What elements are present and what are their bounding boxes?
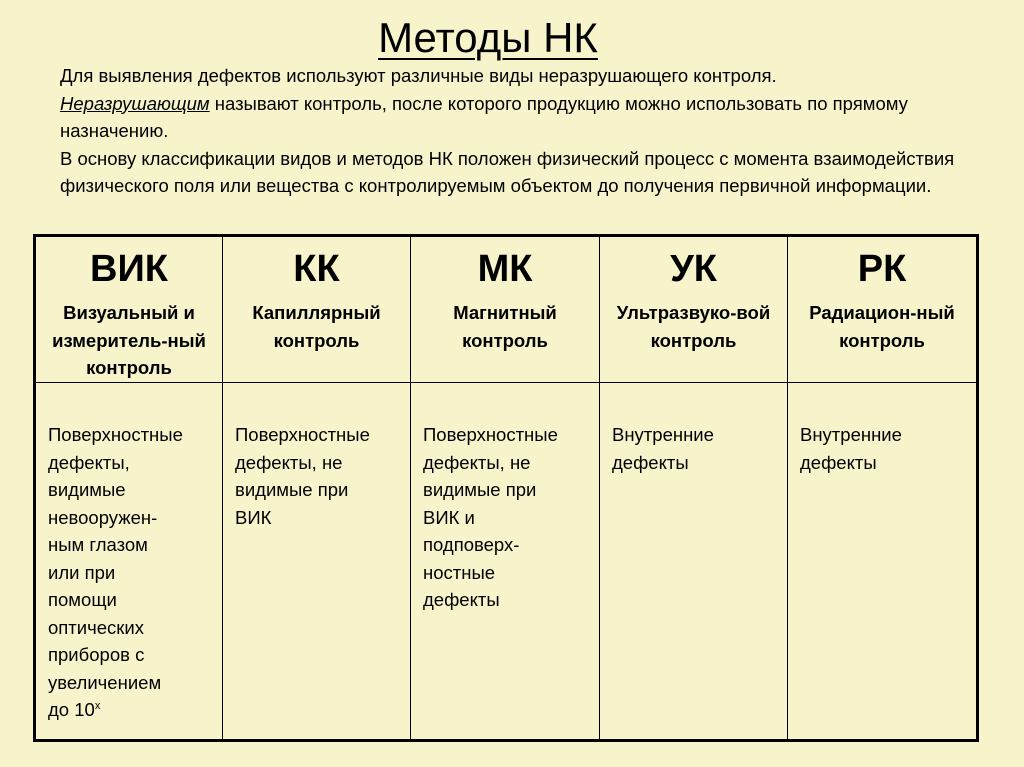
defects-text: Поверхностные дефекты, не видимые при ВИК <box>235 424 370 528</box>
definition-paragraph <box>60 90 960 145</box>
table-row <box>35 383 978 741</box>
table-header-row <box>35 236 978 383</box>
method-name: Капиллярный контроль <box>252 302 381 351</box>
page-title: Методы НК <box>378 14 598 61</box>
defects-text: Поверхностные дефекты, видимые невооружен- ным глазом или при помощи оптических приборов с увеличением до 10 <box>48 424 183 720</box>
classification-paragraph: В основу классификации видов и методов НК положен физический процесс с момента взаимодействия физического поля или вещества с контролируемым объектом до получения первичной информации. <box>60 147 955 196</box>
method-abbr: ВИК <box>90 248 168 290</box>
defects-text: Поверхностные дефекты, не видимые при ВИК и подповерх- ностные дефекты <box>423 424 558 610</box>
method-defects-vik <box>35 383 223 741</box>
term-nondestructive: Неразрушающим <box>60 92 210 114</box>
method-header-vik <box>35 236 223 383</box>
method-name: Ультразвуко-вой контроль <box>616 302 771 351</box>
method-defects-uk <box>600 383 788 741</box>
method-defects-mk <box>411 383 600 741</box>
defects-text: Внутренние дефекты <box>800 424 902 473</box>
method-abbr: КК <box>293 248 340 290</box>
intro-line: Для выявления дефектов используют различные виды неразрушающего контроля. <box>60 65 777 86</box>
method-header-mk <box>411 236 600 383</box>
method-header-rk <box>788 236 978 383</box>
method-defects-rk <box>788 383 978 741</box>
method-name: Радиацион-ный контроль <box>809 302 955 351</box>
method-abbr: РК <box>857 248 907 290</box>
method-name: Магнитный контроль <box>453 302 557 351</box>
definition-text: называют контроль, после которого продукцию можно использовать по прямому назначению. <box>60 92 908 141</box>
method-defects-kk <box>223 383 411 741</box>
magnification-exponent: x <box>94 699 101 712</box>
methods-table <box>33 234 979 742</box>
defects-text: Внутренние дефекты <box>612 424 714 473</box>
method-abbr: УК <box>670 248 717 290</box>
intro-text <box>60 62 960 200</box>
method-abbr: МК <box>477 248 533 290</box>
method-header-kk <box>223 236 411 383</box>
method-name: Визуальный и измеритель-ный контроль <box>52 302 206 378</box>
method-header-uk <box>600 236 788 383</box>
